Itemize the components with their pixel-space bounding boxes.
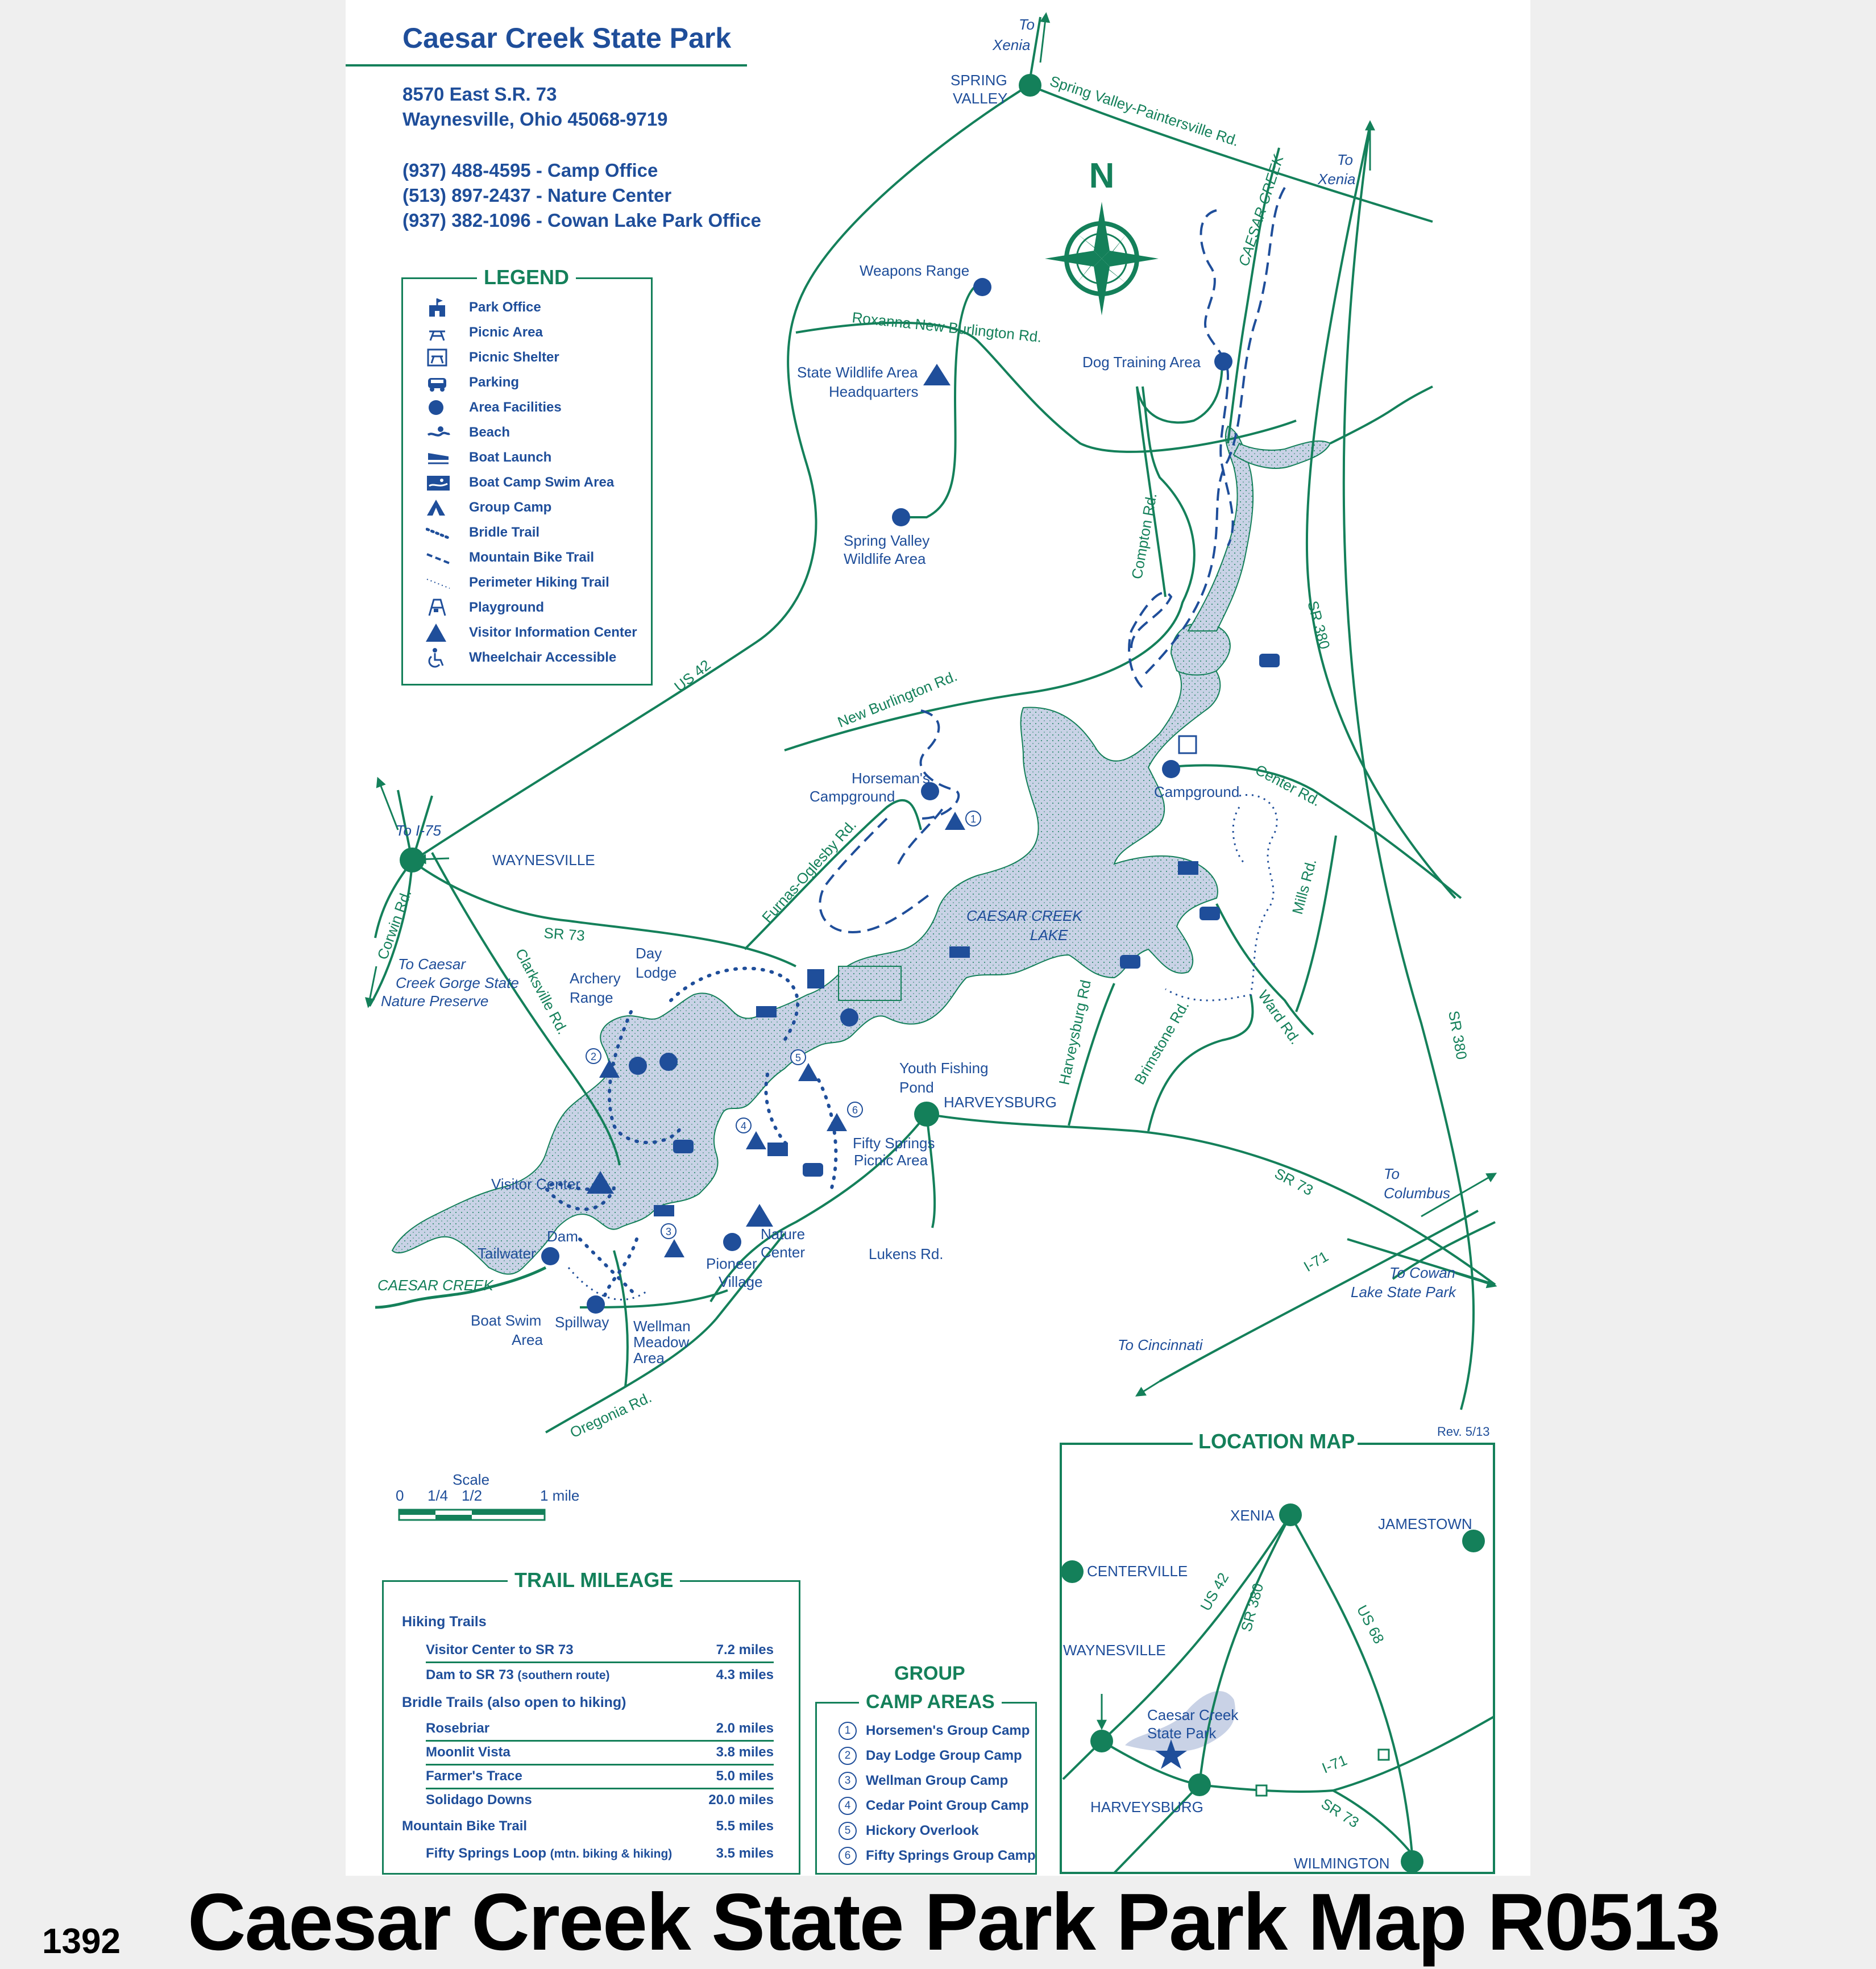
- trail-name: Farmer's Trace: [426, 1768, 522, 1784]
- compass-rose: [1045, 202, 1159, 315]
- trail-row: [426, 1744, 774, 1760]
- group-camp-item: 5 Hickory Overlook: [839, 1822, 979, 1840]
- oregonia-label: Oregonia Rd.: [567, 1388, 654, 1442]
- address-line-2: Waynesville, Ohio 45068-9719: [402, 109, 668, 130]
- legend-label: Beach: [469, 425, 510, 440]
- phone-camp-office: (937) 488-4595 - Camp Office: [402, 160, 658, 181]
- wellman-label-1: Wellman: [633, 1318, 691, 1335]
- camp-number-1: 1: [970, 813, 977, 825]
- spring-valley-wa-marker: [892, 508, 910, 526]
- loc-park-2: State Park: [1147, 1725, 1217, 1742]
- location-map: [1061, 1424, 1494, 1873]
- trail-name: Solidago Downs: [426, 1792, 532, 1808]
- trail-name: Rosebriar: [426, 1721, 490, 1736]
- youth-pond-label-2: Pond: [899, 1079, 934, 1096]
- day-lodge-marker: [659, 1053, 678, 1071]
- loc-jamestown: JAMESTOWN: [1378, 1515, 1472, 1532]
- day-lodge-label-2: Lodge: [636, 964, 677, 981]
- youth-fishing-pond: [839, 966, 901, 1000]
- loc-i71: I-71: [1319, 1751, 1350, 1777]
- picnic-shelter-icon: [426, 346, 458, 369]
- legend-label: Boat Camp Swim Area: [469, 475, 615, 490]
- horsemans-label-2: Campground: [810, 788, 895, 805]
- sr380-label-b: SR 380: [1445, 1009, 1471, 1061]
- group-camp-title-2: CAMP AREAS: [859, 1691, 1002, 1713]
- bridle-trails-header: Bridle Trails (also open to hiking): [402, 1694, 626, 1710]
- weapons-range-label: Weapons Range: [860, 262, 970, 279]
- legend-label: Picnic Shelter: [469, 350, 559, 365]
- ward-road-label: Ward Rd.: [1255, 987, 1305, 1048]
- creek-south-label: CAESAR CREEK: [377, 1277, 493, 1294]
- parking-icon: [1200, 907, 1220, 920]
- boat-swim-icon: [426, 471, 458, 494]
- trail-row: [426, 1721, 774, 1737]
- to-cowan-2: Lake State Park: [1351, 1283, 1456, 1301]
- legend-box: [401, 265, 653, 686]
- legend-title: LEGEND: [477, 265, 576, 289]
- location-map-title: LOCATION MAP: [1198, 1430, 1355, 1453]
- harveysburg-marker: [914, 1102, 939, 1127]
- legend-label: Area Facilities: [469, 400, 562, 415]
- loc-centerville: CENTERVILLE: [1087, 1563, 1188, 1580]
- loc-park-1: Caesar Creek: [1147, 1706, 1239, 1723]
- parking-icon: [1120, 955, 1140, 969]
- wildlife-hq-icon: [923, 364, 951, 385]
- revision-label: Rev. 5/13: [1437, 1424, 1490, 1439]
- to-gorge-1: To Caesar: [398, 956, 466, 973]
- lukens-road: [927, 1114, 935, 1228]
- wellman-label-2: Meadow: [633, 1334, 690, 1351]
- to-cincinnati: To Cincinnati: [1118, 1336, 1203, 1353]
- nature-center-label-2: Center: [761, 1244, 806, 1261]
- visitor-center-label: Visitor Center: [491, 1175, 581, 1193]
- to-xenia-nw-2: Xenia: [993, 36, 1031, 53]
- picnic-shelter-icon: [1179, 736, 1196, 753]
- boat-swim-icon: [767, 1143, 788, 1156]
- legend-label: Boat Launch: [469, 450, 552, 465]
- trail-row: [426, 1768, 774, 1784]
- sr73-east-label: SR 73: [1272, 1164, 1317, 1199]
- to-xenia-ne-1: To: [1337, 151, 1353, 168]
- spring-valley-marker: [1019, 74, 1041, 97]
- furnas-label: Furnas-Oglesby Rd.: [758, 816, 860, 927]
- legend-label: Park Office: [469, 300, 541, 315]
- campground-marker: [1162, 760, 1180, 778]
- group-camp-icon: [426, 496, 458, 519]
- boat-launch-icon: [949, 946, 970, 958]
- lake-label-2: LAKE: [1030, 927, 1068, 944]
- brimstone-road: [1148, 995, 1252, 1131]
- loc-us68: US 68: [1353, 1602, 1388, 1647]
- trail-miles: 5.0 miles: [716, 1768, 774, 1784]
- boat-launch-icon: [426, 446, 458, 469]
- clarksville-label: Clarksville Rd.: [512, 945, 572, 1037]
- spring-valley-label-1: SPRING: [951, 72, 1007, 89]
- scale-t2: 1/2: [462, 1487, 483, 1504]
- trail-miles: 4.3 miles: [716, 1667, 774, 1683]
- waynesville-marker: [400, 848, 425, 873]
- trail-miles: 20.0 miles: [708, 1792, 774, 1808]
- camp-number-5: 5: [795, 1052, 802, 1064]
- parking-icon: [426, 371, 458, 394]
- parking-icon: [673, 1140, 694, 1153]
- legend-item: [426, 446, 551, 469]
- scale-title: Scale: [453, 1471, 490, 1488]
- legend-item: [426, 596, 544, 619]
- hiking-trails-header: Hiking Trails: [402, 1614, 487, 1630]
- legend-item: [426, 521, 539, 544]
- weapons-range-marker: [973, 278, 991, 296]
- day-lodge-label-1: Day: [636, 945, 662, 962]
- to-xenia-nw-1: To: [1019, 16, 1035, 33]
- to-gorge-2: Creek Gorge State: [396, 974, 519, 991]
- trail-miles: 5.5 miles: [716, 1818, 774, 1834]
- tailwater-marker: [541, 1247, 559, 1265]
- xenia-ne-road: [1307, 125, 1455, 898]
- group-camp-item: 3 Wellman Group Camp: [839, 1772, 1008, 1790]
- camp1-icon: [945, 812, 965, 830]
- group-camp-title-1: GROUP: [887, 1663, 972, 1685]
- archery-label-1: Archery: [570, 970, 621, 987]
- legend-item: [426, 496, 551, 519]
- legend-label: Playground: [469, 600, 545, 615]
- trail-name: Dam to SR 73: [426, 1667, 514, 1683]
- loc-harveysburg: HARVEYSBURG: [1090, 1798, 1203, 1816]
- youth-pond-label-1: Youth Fishing: [899, 1060, 989, 1077]
- camp-number-6: 6: [852, 1104, 858, 1116]
- trail-miles: 3.5 miles: [716, 1846, 774, 1861]
- trail-miles: 3.8 miles: [716, 1744, 774, 1760]
- playground-icon: [426, 596, 458, 619]
- page-title: Caesar Creek State Park: [402, 22, 732, 54]
- beach-icon: [426, 421, 458, 444]
- group-camp-item: 2 Day Lodge Group Camp: [839, 1747, 1022, 1765]
- legend-label: Parking: [469, 375, 520, 390]
- scale-t1: 1/4: [428, 1487, 449, 1504]
- horsemans-label-1: Horseman's: [852, 770, 930, 787]
- north-label: N: [1089, 156, 1115, 196]
- loc-waynesville: WAYNESVILLE: [1063, 1642, 1166, 1659]
- spillway-label: Spillway: [555, 1314, 609, 1331]
- park-office-icon: [807, 969, 824, 988]
- legend-item: [426, 296, 541, 319]
- to-cowan-1: To Cowan: [1389, 1264, 1456, 1281]
- youth-pond-marker: [840, 1008, 858, 1027]
- trail-miles: 2.0 miles: [716, 1721, 774, 1736]
- trail-miles: 7.2 miles: [716, 1642, 774, 1658]
- to-i75: To I-75: [396, 822, 441, 839]
- legend-item: [426, 646, 616, 669]
- fifty-springs-label-2: Picnic Area: [854, 1152, 928, 1169]
- trail-note: (southern route): [517, 1669, 610, 1682]
- bike-trails-header: Mountain Bike Trail: [402, 1818, 528, 1834]
- nature-center-icon: [746, 1204, 773, 1227]
- dam-label: Dam: [547, 1228, 578, 1245]
- title-rule: [346, 64, 747, 67]
- legend-item: [426, 321, 543, 344]
- trail-row: [426, 1642, 774, 1658]
- camp-number-4: 4: [740, 1120, 747, 1132]
- ward-road: [1217, 904, 1313, 1035]
- camp5-icon: [798, 1063, 819, 1081]
- trail-row: [426, 1667, 774, 1683]
- legend-label: Group Camp: [469, 500, 552, 515]
- caption-title: Caesar Creek State Park Park Map R0513: [188, 1877, 1720, 1967]
- trail-row: [426, 1846, 774, 1862]
- legend-label: Perimeter Hiking Trail: [469, 575, 609, 590]
- scale-t3: 1 mile: [540, 1487, 580, 1504]
- camp-number-2: 2: [590, 1051, 597, 1062]
- hiking-trail-icon: [426, 571, 458, 594]
- waynesville-label: WAYNESVILLE: [492, 851, 595, 869]
- bridle-trail-icon: [426, 521, 458, 544]
- to-gorge-3: Nature Preserve: [381, 992, 489, 1010]
- trail-name: Moonlit Vista: [426, 1744, 510, 1760]
- boat-launch-icon: [654, 1205, 674, 1216]
- trail-row: [426, 1792, 774, 1808]
- legend-item: [426, 346, 559, 369]
- compton-label: Compton Rd.: [1128, 491, 1160, 581]
- sr73-west: [412, 861, 796, 966]
- pioneer-label-1: Pioneer: [706, 1255, 757, 1272]
- legend-item: [426, 371, 519, 394]
- pioneer-label-2: Village: [719, 1273, 763, 1290]
- to-columbus-1: To: [1384, 1165, 1400, 1182]
- spring-valley-wa-label-2: Wildlife Area: [844, 550, 926, 567]
- address-line-1: 8570 East S.R. 73: [402, 84, 557, 105]
- scale-t0: 0: [396, 1487, 404, 1504]
- loc-wilmington: WILMINGTON: [1294, 1855, 1390, 1872]
- to-xenia-ne-2: Xenia: [1318, 171, 1356, 188]
- camp3-icon: [664, 1239, 684, 1257]
- scale-bar: [396, 1471, 579, 1520]
- legend-item: [426, 571, 609, 594]
- center-road-label: Center Rd.: [1252, 761, 1324, 810]
- trail-note: (mtn. biking & hiking): [550, 1847, 673, 1860]
- legend-item: [426, 396, 562, 419]
- parking-icon: [1259, 654, 1280, 667]
- mills-road-label: Mills Rd.: [1288, 857, 1320, 916]
- trail-mileage-title: TRAIL MILEAGE: [508, 1568, 680, 1592]
- spring-valley-paintersville-road: [1029, 85, 1433, 222]
- picnic-area-icon: [426, 321, 458, 344]
- lake-label-1: CAESAR CREEK: [966, 907, 1082, 924]
- camp4-icon: [746, 1131, 766, 1149]
- boat-swim-icon: [1178, 861, 1198, 875]
- harveysburg-road-label: Harveysburg Rd: [1055, 978, 1094, 1087]
- roxanna-label-a: Roxanna New Burlington Rd.: [851, 309, 1043, 346]
- to-columbus-2: Columbus: [1384, 1185, 1451, 1202]
- legend-label: Mountain Bike Trail: [469, 550, 595, 565]
- trail-mileage-box: [382, 1568, 800, 1875]
- i71-label: I-71: [1301, 1247, 1331, 1276]
- wellman-label-3: Area: [633, 1349, 665, 1366]
- bike-trail-header-row: [402, 1818, 774, 1834]
- spring-valley-label-2: VALLEY: [953, 90, 1008, 107]
- wildlife-hq-label-2: Headquarters: [829, 383, 919, 400]
- trail-name: Visitor Center to SR 73: [426, 1642, 574, 1658]
- visitor-center-icon: [426, 621, 458, 644]
- spring-valley-wa-label-1: Spring Valley: [844, 532, 930, 549]
- group-camp-item: 1 Horsemen's Group Camp: [839, 1722, 1030, 1740]
- fifty-springs-label-1: Fifty Springs: [853, 1135, 935, 1152]
- us42-label: US 42: [671, 656, 714, 695]
- trail-name: Fifty Springs Loop: [426, 1846, 546, 1861]
- loc-us42: US 42: [1197, 1569, 1232, 1614]
- sr380-road: [1344, 125, 1474, 1410]
- dog-training-marker: [1214, 352, 1232, 371]
- wellman-marker: [587, 1295, 605, 1314]
- archery-label-2: Range: [570, 989, 613, 1006]
- corwin-label: Corwin Rd.: [373, 887, 415, 962]
- group-camp-item: 4 Cedar Point Group Camp: [839, 1797, 1029, 1815]
- camp-number-3: 3: [665, 1226, 672, 1237]
- boat-swim-label-2: Area: [512, 1331, 543, 1348]
- parking-icon: [803, 1163, 823, 1177]
- lukens-label: Lukens Rd.: [869, 1245, 944, 1262]
- park-office-icon: [426, 296, 458, 319]
- archery-marker: [629, 1057, 647, 1075]
- spring-valley-paintersville-label: Spring Valley-Paintersville Rd.: [1048, 72, 1242, 150]
- loc-xenia: XENIA: [1230, 1507, 1275, 1524]
- pioneer-marker: [723, 1233, 741, 1251]
- legend-item: [426, 546, 594, 569]
- legend-item: [426, 421, 510, 444]
- caption-id: 1392: [42, 1922, 121, 1961]
- legend-item: [426, 471, 614, 494]
- loc-sr73: SR 73: [1318, 1794, 1363, 1831]
- tailwater-label: Tailwater: [478, 1245, 536, 1262]
- wildlife-hq-label-1: State Wildlife Area: [797, 364, 918, 381]
- nature-center-label-1: Nature: [761, 1226, 806, 1243]
- harveysburg-label: HARVEYSBURG: [944, 1094, 1057, 1111]
- campground-label: Campground: [1154, 783, 1240, 800]
- boat-launch-icon: [756, 1006, 777, 1017]
- boat-swim-label-1: Boat Swim: [471, 1312, 542, 1329]
- legend-label: Bridle Trail: [469, 525, 540, 540]
- loc-sr380: SR 380: [1237, 1581, 1267, 1634]
- mountain-bike-trail-icon: [426, 546, 458, 569]
- group-camp-item: 6 Fifty Springs Group Camp: [839, 1847, 1036, 1865]
- phone-cowan-lake: (937) 382-1096 - Cowan Lake Park Office: [402, 210, 761, 231]
- sr73-west-label: SR 73: [543, 924, 586, 945]
- legend-label: Picnic Area: [469, 325, 543, 340]
- new-burlington-label: New Burlington Rd.: [835, 667, 960, 731]
- sr380-label-a: SR 380: [1304, 599, 1334, 651]
- phone-nature-center: (513) 897-2437 - Nature Center: [402, 185, 672, 206]
- creek-north-label: CAESAR CREEK: [1235, 152, 1287, 268]
- group-camp-box: [815, 1663, 1037, 1875]
- brimstone-label: Brimstone Rd.: [1131, 998, 1193, 1087]
- area-facilities-icon: [426, 396, 458, 419]
- dog-training-label: Dog Training Area: [1082, 354, 1201, 371]
- wheelchair-icon: [426, 646, 458, 669]
- legend-label: Visitor Information Center: [469, 625, 637, 640]
- legend-item: [426, 621, 637, 644]
- legend-label: Wheelchair Accessible: [469, 650, 617, 665]
